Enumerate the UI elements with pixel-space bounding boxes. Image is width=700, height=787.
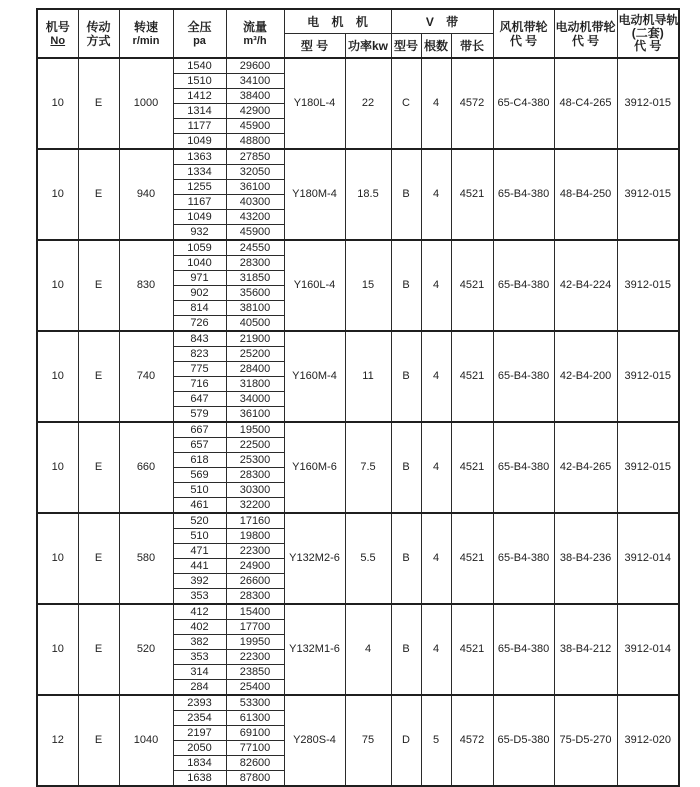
cell-flow: 34000 xyxy=(226,392,284,407)
cell-fan-pulley-code: 65-B4-380 xyxy=(493,604,554,695)
table-row xyxy=(37,513,679,529)
cell-flow: 28300 xyxy=(226,468,284,483)
cell-motor-power: 11 xyxy=(345,331,391,422)
cell-belt-count: 4 xyxy=(421,240,451,331)
cell-pressure: 1040 xyxy=(173,256,226,271)
col-header-speed xyxy=(119,9,173,58)
cell-motor-pulley-code: 48-C4-265 xyxy=(554,58,617,149)
cell-flow: 45900 xyxy=(226,225,284,241)
cell-flow: 32200 xyxy=(226,498,284,514)
cell-fan-pulley-code: 65-B4-380 xyxy=(493,240,554,331)
cell-drive-mode: E xyxy=(78,513,119,604)
cell-flow: 32050 xyxy=(226,165,284,180)
cell-flow: 19800 xyxy=(226,529,284,544)
cell-flow: 77100 xyxy=(226,741,284,756)
cell-belt-type: C xyxy=(391,58,421,149)
cell-speed: 520 xyxy=(119,604,173,695)
cell-flow: 19950 xyxy=(226,635,284,650)
cell-pressure: 775 xyxy=(173,362,226,377)
cell-flow: 82600 xyxy=(226,756,284,771)
cell-motor-model: Y132M2-6 xyxy=(284,513,345,604)
cell-machine-no: 10 xyxy=(37,240,78,331)
speed-label-unit: r/min xyxy=(132,34,160,47)
cell-pressure: 579 xyxy=(173,407,226,423)
flow-label-unit: m³/h xyxy=(243,34,267,47)
cell-pressure: 1049 xyxy=(173,134,226,150)
cell-pressure: 510 xyxy=(173,529,226,544)
cell-speed: 740 xyxy=(119,331,173,422)
cell-belt-count: 5 xyxy=(421,695,451,786)
table-row xyxy=(37,422,679,438)
cell-motor-pulley-code: 42-B4-200 xyxy=(554,331,617,422)
cell-motor-rail-code: 3912-015 xyxy=(617,149,679,240)
drive-label-line1: 传动 xyxy=(86,19,111,34)
cell-belt-length: 4521 xyxy=(451,149,493,240)
cell-machine-no: 12 xyxy=(37,695,78,786)
table-header xyxy=(37,9,679,58)
cell-pressure: 657 xyxy=(173,438,226,453)
cell-flow: 27850 xyxy=(226,149,284,165)
cell-motor-rail-code: 3912-014 xyxy=(617,513,679,604)
cell-pressure: 1540 xyxy=(173,58,226,74)
cell-drive-mode: E xyxy=(78,695,119,786)
cell-pressure: 902 xyxy=(173,286,226,301)
flow-label-cn: 流量 xyxy=(242,19,267,34)
cell-pressure: 1638 xyxy=(173,771,226,787)
cell-pressure: 412 xyxy=(173,604,226,620)
cell-belt-type: B xyxy=(391,604,421,695)
cell-flow: 42900 xyxy=(226,104,284,119)
cell-flow: 36100 xyxy=(226,407,284,423)
cell-belt-count: 4 xyxy=(421,604,451,695)
cell-pressure: 461 xyxy=(173,498,226,514)
cell-speed: 580 xyxy=(119,513,173,604)
cell-motor-power: 7.5 xyxy=(345,422,391,513)
cell-pressure: 353 xyxy=(173,589,226,605)
cell-flow: 28300 xyxy=(226,256,284,271)
cell-belt-count: 4 xyxy=(421,513,451,604)
table-row xyxy=(37,331,679,347)
cell-motor-rail-code: 3912-015 xyxy=(617,240,679,331)
cell-flow: 25300 xyxy=(226,453,284,468)
cell-belt-count: 4 xyxy=(421,331,451,422)
cell-fan-pulley-code: 65-B4-380 xyxy=(493,149,554,240)
cell-speed: 1000 xyxy=(119,58,173,149)
cell-motor-rail-code: 3912-015 xyxy=(617,422,679,513)
cell-flow: 31850 xyxy=(226,271,284,286)
cell-pressure: 471 xyxy=(173,544,226,559)
fan-pulley-label-line2: 代 号 xyxy=(509,33,538,48)
cell-belt-length: 4521 xyxy=(451,422,493,513)
cell-drive-mode: E xyxy=(78,58,119,149)
cell-pressure: 823 xyxy=(173,347,226,362)
cell-drive-mode: E xyxy=(78,240,119,331)
cell-belt-count: 4 xyxy=(421,149,451,240)
cell-motor-model: Y180L-4 xyxy=(284,58,345,149)
cell-flow: 29600 xyxy=(226,58,284,74)
cell-flow: 38400 xyxy=(226,89,284,104)
cell-pressure: 569 xyxy=(173,468,226,483)
cell-belt-length: 4521 xyxy=(451,513,493,604)
cell-fan-pulley-code: 65-B4-380 xyxy=(493,422,554,513)
cell-pressure: 1834 xyxy=(173,756,226,771)
table-row xyxy=(37,604,679,620)
speed-label-cn: 转速 xyxy=(133,19,158,34)
drive-label-line2: 方式 xyxy=(86,33,111,48)
cell-flow: 43200 xyxy=(226,210,284,225)
cell-pressure: 2354 xyxy=(173,711,226,726)
col-header-machine-no xyxy=(37,9,78,58)
cell-machine-no: 10 xyxy=(37,149,78,240)
cell-pressure: 382 xyxy=(173,635,226,650)
cell-fan-pulley-code: 65-C4-380 xyxy=(493,58,554,149)
cell-drive-mode: E xyxy=(78,604,119,695)
col-header-belt-count: 根数 xyxy=(421,34,451,59)
col-group-motor: 电 机 机 xyxy=(284,9,391,34)
cell-machine-no: 10 xyxy=(37,513,78,604)
cell-flow: 22300 xyxy=(226,650,284,665)
cell-motor-pulley-code: 38-B4-236 xyxy=(554,513,617,604)
cell-machine-no: 10 xyxy=(37,422,78,513)
cell-belt-length: 4521 xyxy=(451,331,493,422)
cell-motor-model: Y160M-6 xyxy=(284,422,345,513)
col-header-belt-type: 型号 xyxy=(391,34,421,59)
col-header-motor-pulley xyxy=(554,9,617,58)
pressure-label-unit: pa xyxy=(193,34,206,47)
cell-flow: 34100 xyxy=(226,74,284,89)
cell-flow: 25200 xyxy=(226,347,284,362)
motor-pulley-label-line1: 电动机带轮 xyxy=(555,19,616,34)
cell-flow: 15400 xyxy=(226,604,284,620)
cell-pressure: 1049 xyxy=(173,210,226,225)
cell-flow: 23850 xyxy=(226,665,284,680)
col-header-fan-pulley xyxy=(493,9,554,58)
cell-flow: 53300 xyxy=(226,695,284,711)
cell-motor-model: Y132M1-6 xyxy=(284,604,345,695)
cell-motor-rail-code: 3912-020 xyxy=(617,695,679,786)
cell-pressure: 843 xyxy=(173,331,226,347)
cell-belt-type: B xyxy=(391,240,421,331)
cell-pressure: 971 xyxy=(173,271,226,286)
cell-motor-pulley-code: 48-B4-250 xyxy=(554,149,617,240)
cell-pressure: 1177 xyxy=(173,119,226,134)
cell-pressure: 1255 xyxy=(173,180,226,195)
cell-flow: 26600 xyxy=(226,574,284,589)
col-header-motor-rail xyxy=(617,9,679,58)
cell-motor-power: 22 xyxy=(345,58,391,149)
cell-pressure: 1167 xyxy=(173,195,226,210)
cell-motor-pulley-code: 42-B4-224 xyxy=(554,240,617,331)
cell-belt-type: B xyxy=(391,331,421,422)
cell-motor-power: 75 xyxy=(345,695,391,786)
cell-machine-no: 10 xyxy=(37,58,78,149)
cell-motor-model: Y280S-4 xyxy=(284,695,345,786)
motor-rail-label-line2: (二套) xyxy=(631,26,664,40)
cell-pressure: 932 xyxy=(173,225,226,241)
motor-rail-label-line3: 代 号 xyxy=(634,39,662,53)
cell-speed: 940 xyxy=(119,149,173,240)
cell-flow: 22500 xyxy=(226,438,284,453)
cell-pressure: 726 xyxy=(173,316,226,332)
spec-table xyxy=(36,8,680,787)
col-group-vbelt: V 带 xyxy=(391,9,493,34)
cell-pressure: 1510 xyxy=(173,74,226,89)
cell-flow: 69100 xyxy=(226,726,284,741)
cell-flow: 48800 xyxy=(226,134,284,150)
cell-belt-count: 4 xyxy=(421,58,451,149)
cell-motor-pulley-code: 75-D5-270 xyxy=(554,695,617,786)
machine-no-label-cn: 机号 xyxy=(45,19,70,34)
cell-motor-power: 5.5 xyxy=(345,513,391,604)
cell-pressure: 1314 xyxy=(173,104,226,119)
table-row xyxy=(37,240,679,256)
table-row xyxy=(37,58,679,74)
cell-flow: 17700 xyxy=(226,620,284,635)
cell-motor-model: Y160M-4 xyxy=(284,331,345,422)
cell-machine-no: 10 xyxy=(37,331,78,422)
motor-pulley-label-line2: 代 号 xyxy=(571,33,600,48)
col-header-belt-length: 带长 xyxy=(451,34,493,59)
cell-speed: 660 xyxy=(119,422,173,513)
cell-pressure: 618 xyxy=(173,453,226,468)
cell-pressure: 392 xyxy=(173,574,226,589)
cell-belt-type: D xyxy=(391,695,421,786)
cell-pressure: 716 xyxy=(173,377,226,392)
cell-flow: 17160 xyxy=(226,513,284,529)
cell-belt-length: 4521 xyxy=(451,240,493,331)
cell-flow: 24550 xyxy=(226,240,284,256)
cell-belt-type: B xyxy=(391,422,421,513)
cell-pressure: 2393 xyxy=(173,695,226,711)
machine-no-label-en: No xyxy=(50,34,66,47)
col-header-motor-power: 功率kw xyxy=(345,34,391,59)
cell-flow: 28300 xyxy=(226,589,284,605)
cell-speed: 830 xyxy=(119,240,173,331)
cell-fan-pulley-code: 65-D5-380 xyxy=(493,695,554,786)
col-header-motor-model: 型 号 xyxy=(284,34,345,59)
cell-pressure: 2197 xyxy=(173,726,226,741)
cell-flow: 38100 xyxy=(226,301,284,316)
cell-pressure: 441 xyxy=(173,559,226,574)
col-header-drive xyxy=(78,9,119,58)
cell-motor-rail-code: 3912-015 xyxy=(617,331,679,422)
cell-motor-pulley-code: 42-B4-265 xyxy=(554,422,617,513)
cell-pressure: 667 xyxy=(173,422,226,438)
cell-belt-length: 4572 xyxy=(451,58,493,149)
cell-flow: 40500 xyxy=(226,316,284,332)
cell-motor-model: Y180M-4 xyxy=(284,149,345,240)
cell-flow: 22300 xyxy=(226,544,284,559)
cell-belt-type: B xyxy=(391,149,421,240)
fan-pulley-label-line1: 风机带轮 xyxy=(499,19,548,34)
cell-pressure: 402 xyxy=(173,620,226,635)
cell-drive-mode: E xyxy=(78,149,119,240)
cell-drive-mode: E xyxy=(78,422,119,513)
cell-pressure: 814 xyxy=(173,301,226,316)
col-header-flow xyxy=(226,9,284,58)
cell-pressure: 520 xyxy=(173,513,226,529)
cell-pressure: 1334 xyxy=(173,165,226,180)
cell-fan-pulley-code: 65-B4-380 xyxy=(493,513,554,604)
cell-flow: 45900 xyxy=(226,119,284,134)
cell-flow: 35600 xyxy=(226,286,284,301)
cell-pressure: 2050 xyxy=(173,741,226,756)
cell-pressure: 647 xyxy=(173,392,226,407)
table-body xyxy=(37,58,679,786)
cell-motor-pulley-code: 38-B4-212 xyxy=(554,604,617,695)
cell-motor-power: 18.5 xyxy=(345,149,391,240)
motor-rail-label-line1: 电动机导轨 xyxy=(618,13,679,27)
page xyxy=(0,8,700,784)
cell-flow: 36100 xyxy=(226,180,284,195)
cell-drive-mode: E xyxy=(78,331,119,422)
cell-belt-length: 4521 xyxy=(451,604,493,695)
cell-flow: 28400 xyxy=(226,362,284,377)
table-row xyxy=(37,149,679,165)
col-header-pressure xyxy=(173,9,226,58)
cell-pressure: 1059 xyxy=(173,240,226,256)
cell-motor-rail-code: 3912-014 xyxy=(617,604,679,695)
table-row xyxy=(37,695,679,711)
cell-pressure: 1363 xyxy=(173,149,226,165)
cell-flow: 25400 xyxy=(226,680,284,696)
cell-belt-type: B xyxy=(391,513,421,604)
cell-pressure: 284 xyxy=(173,680,226,696)
cell-pressure: 314 xyxy=(173,665,226,680)
cell-machine-no: 10 xyxy=(37,604,78,695)
cell-pressure: 1412 xyxy=(173,89,226,104)
cell-flow: 30300 xyxy=(226,483,284,498)
cell-motor-rail-code: 3912-015 xyxy=(617,58,679,149)
pressure-label-cn: 全压 xyxy=(187,19,212,34)
cell-flow: 31800 xyxy=(226,377,284,392)
cell-pressure: 353 xyxy=(173,650,226,665)
cell-pressure: 510 xyxy=(173,483,226,498)
cell-flow: 19500 xyxy=(226,422,284,438)
cell-belt-length: 4572 xyxy=(451,695,493,786)
cell-flow: 21900 xyxy=(226,331,284,347)
cell-flow: 40300 xyxy=(226,195,284,210)
cell-speed: 1040 xyxy=(119,695,173,786)
cell-motor-power: 15 xyxy=(345,240,391,331)
cell-flow: 87800 xyxy=(226,771,284,787)
cell-flow: 24900 xyxy=(226,559,284,574)
cell-motor-model: Y160L-4 xyxy=(284,240,345,331)
cell-motor-power: 4 xyxy=(345,604,391,695)
cell-flow: 61300 xyxy=(226,711,284,726)
cell-fan-pulley-code: 65-B4-380 xyxy=(493,331,554,422)
cell-belt-count: 4 xyxy=(421,422,451,513)
